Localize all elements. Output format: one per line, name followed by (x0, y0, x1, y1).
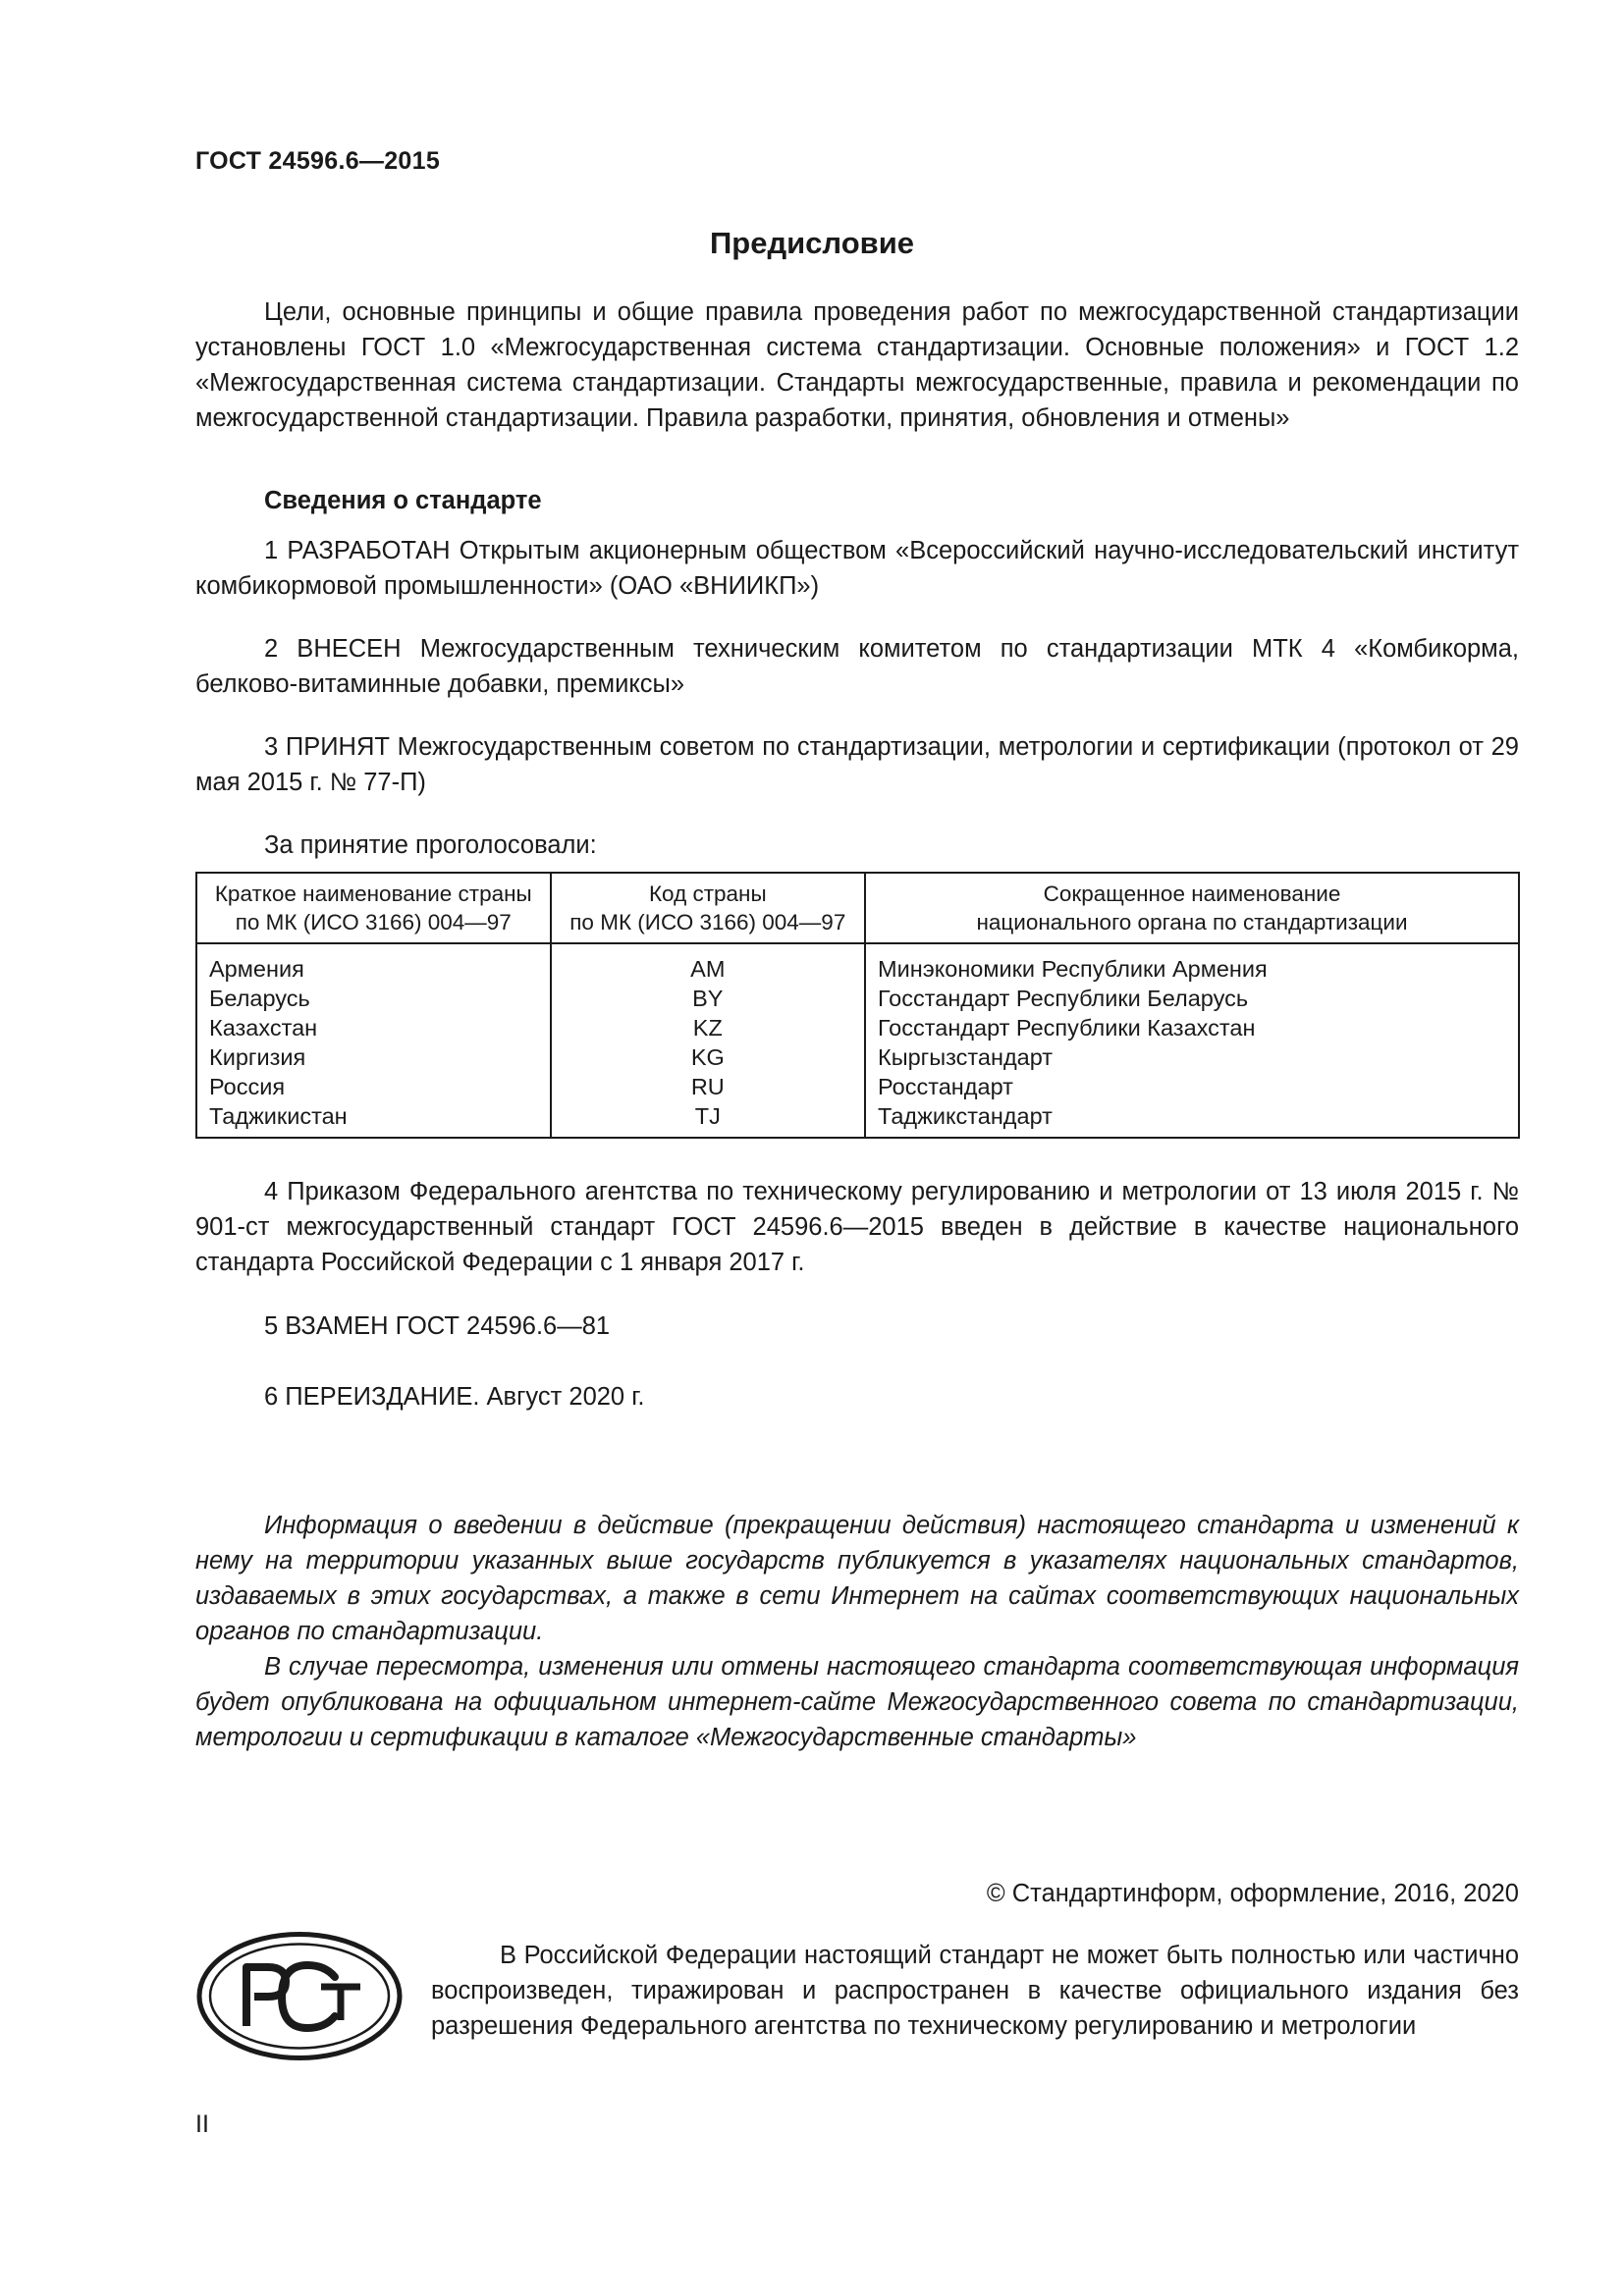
table-row (196, 1072, 1519, 1101)
table-row (196, 984, 1519, 1013)
country-cell: Россия (196, 1072, 551, 1101)
vote-intro: За принятие проголосовали: (264, 831, 597, 859)
table-row (196, 1013, 1519, 1042)
voting-countries-table (195, 872, 1520, 1139)
info-heading: Сведения о стандарте (264, 487, 542, 514)
reproduction-notice-text: В Российской Федерации настоящий стандарт не может быть полностью или частично воспроизведен, тиражирован и распространен в качестве официального издания без разрешения Федерального агентства по техническому регулированию и метрологии (431, 1942, 1519, 2040)
header-national-body-line1: Сокращенное наименование (1043, 881, 1341, 906)
item-4-order: 4 Приказом Федерального агентства по техническому регулированию и метрологии от 13 июля 2015 г. № 901-ст межгосударственный стандарт ГОСТ 24596.6—2015 введен в действие в качестве национального стандарта Российской Федерации с 1 января 2017 г. (195, 1178, 1519, 1276)
page-title: Предисловие (709, 226, 914, 260)
code-cell: KZ (551, 1013, 865, 1042)
country-cell: Киргизия (196, 1042, 551, 1072)
header-national-body-line2: национального органа по стандартизации (976, 910, 1408, 934)
item-6-reissue: 6 ПЕРЕИЗДАНИЕ. Август 2020 г. (264, 1383, 645, 1411)
table-row (196, 1042, 1519, 1072)
header-country-code-line2: по МК (ИСО 3166) 004—97 (569, 910, 846, 934)
item-5-replaces: 5 ВЗАМЕН ГОСТ 24596.6—81 (264, 1312, 611, 1340)
country-cell: Беларусь (196, 984, 551, 1013)
country-cell: Казахстан (196, 1013, 551, 1042)
info-heading-block (195, 483, 1519, 518)
page-number: II (195, 2110, 209, 2138)
intro-paragraph: Цели, основные принципы и общие правила проведения работ по межгосударственной стандартизации установлены ГОСТ 1.0 «Межгосударственная система стандартизации. Основные положения» и ГОСТ 1.2 «Межгосударственная система стандартизации. Стандарты межгосударственные, правила и рекомендации по межгосударственной стандартизации. Правила разработки, принятия, обновления и отмены» (195, 298, 1519, 432)
header-country-code-line1: Код страны (648, 881, 767, 906)
header-country-name (196, 873, 551, 943)
code-cell: BY (551, 984, 865, 1013)
code-cell: TJ (551, 1101, 865, 1138)
item-5-block (195, 1308, 1519, 1344)
country-cell: Армения (196, 943, 551, 984)
item-1-developed: 1 РАЗРАБОТАН Открытым акционерным обществом «Всероссийский научно-исследовательский институт комбикормовой промышленности» (ОАО «ВНИИКП») (195, 537, 1519, 600)
header-country-code (551, 873, 865, 943)
national-body-cell: Минэкономики Республики Армения (865, 943, 1519, 984)
table-row (196, 1101, 1519, 1138)
national-body-cell: Росстандарт (865, 1072, 1519, 1101)
table-row (196, 943, 1519, 984)
rst-certification-logo-icon (195, 1930, 404, 2062)
reproduction-notice (431, 1938, 1519, 2044)
national-body-cell: Таджикстандарт (865, 1101, 1519, 1138)
national-body-cell: Госстандарт Республики Казахстан (865, 1013, 1519, 1042)
item-3-block (195, 729, 1519, 800)
intro-section (195, 294, 1519, 436)
code-cell: AM (551, 943, 865, 984)
notice-section (195, 1508, 1519, 1755)
document-number-header: ГОСТ 24596.6—2015 (195, 147, 441, 175)
national-body-cell: Кыргызстандарт (865, 1042, 1519, 1072)
item-3-adopted: 3 ПРИНЯТ Межгосударственным советом по стандартизации, метрологии и сертификации (протокол от 29 мая 2015 г. № 77-П) (195, 733, 1519, 796)
header-country-name-line2: по МК (ИСО 3166) 004—97 (235, 910, 512, 934)
header-national-body (865, 873, 1519, 943)
item-6-block (195, 1379, 1519, 1415)
notice-paragraph-2: В случае пересмотра, изменения или отмены настоящего стандарта соответствующая информация будет опубликована на официальном интернет-сайте Межгосударственного совета по стандартизации, метрологии и сертификации в каталоге «Межгосударственные стандарты» (195, 1653, 1519, 1751)
item-2-block (195, 631, 1519, 702)
national-body-cell: Госстандарт Республики Беларусь (865, 984, 1519, 1013)
table-header-row (196, 873, 1519, 943)
item-1-block (195, 533, 1519, 604)
item-2-introduced: 2 ВНЕСЕН Межгосударственным техническим комитетом по стандартизации МТК 4 «Комбикорма, белково-витаминные добавки, премиксы» (195, 635, 1519, 698)
notice-paragraph-1: Информация о введении в действие (прекращении действия) настоящего стандарта и изменений к нему на территории указанных выше государств публикуется в указателях национальных стандартов, издаваемых в этих государствах, а также в сети Интернет на сайтах соответствующих национальных органов по стандартизации. (195, 1512, 1519, 1645)
code-cell: RU (551, 1072, 865, 1101)
code-cell: KG (551, 1042, 865, 1072)
copyright-line: © Стандартинформ, оформление, 2016, 2020 (986, 1880, 1519, 1907)
header-country-name-line1: Краткое наименование страны (214, 881, 532, 906)
vote-intro-block (195, 828, 1519, 863)
item-4-block (195, 1174, 1519, 1280)
country-cell: Таджикистан (196, 1101, 551, 1138)
